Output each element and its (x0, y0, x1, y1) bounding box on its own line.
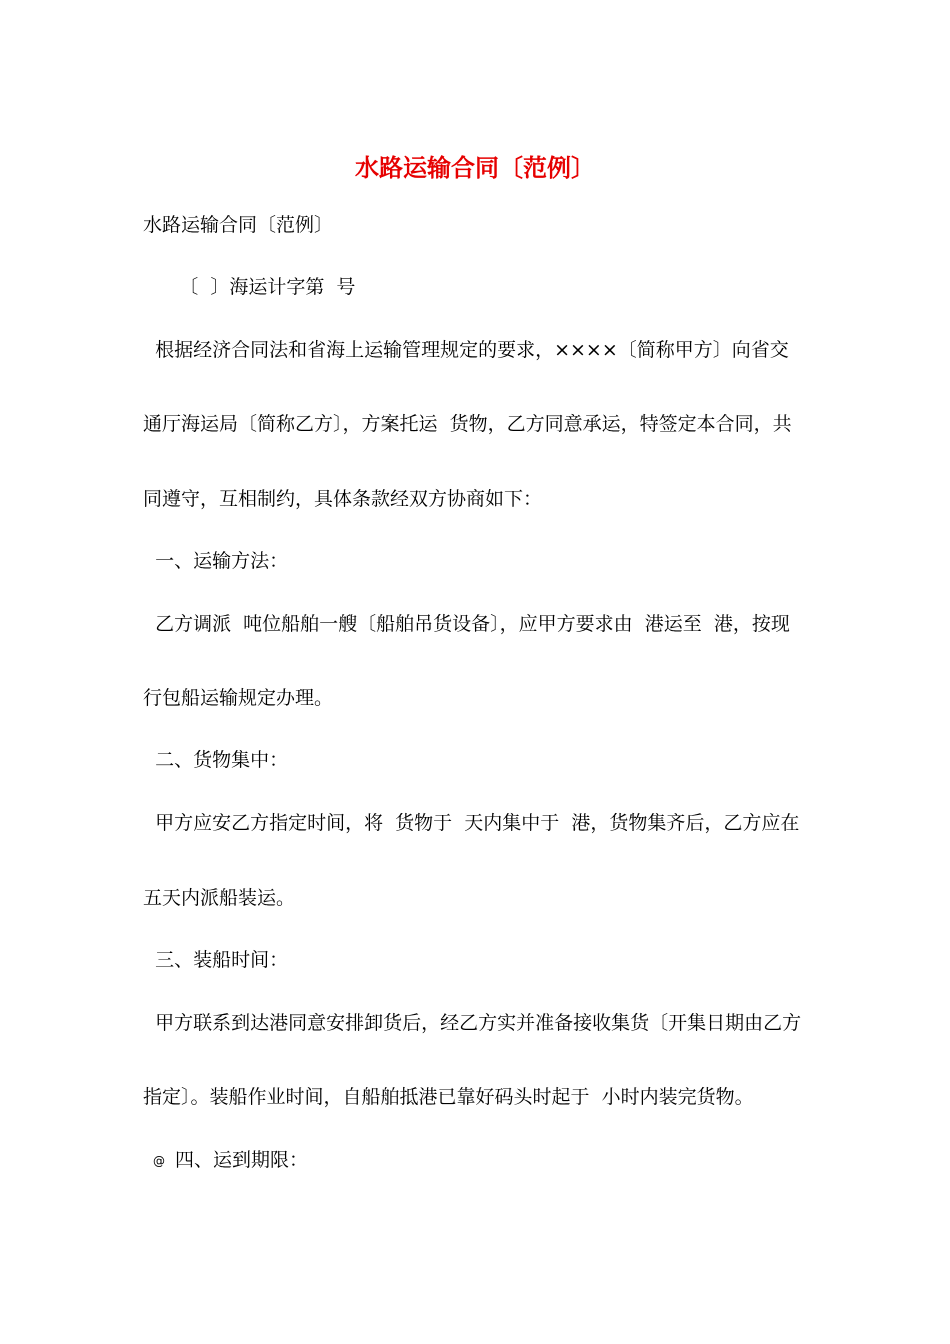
section-heading: 一、运输方法： (143, 550, 289, 572)
section-heading: 三、装船时间： (143, 949, 289, 971)
paragraph-line: 甲方应安乙方指定时间，将 货物于 天内集中于 港，货物集齐后，乙方应在 (143, 812, 800, 834)
paragraph-line: 行包船运输规定办理。 (143, 687, 334, 709)
contract-number-line: 〔 〕海运计字第 号 (143, 276, 356, 298)
section-heading: 二、货物集中： (143, 749, 289, 771)
paragraph-line: 指定〕。装船作业时间，自船舶抵港已靠好码头时起于 小时内装完货物。 (143, 1086, 754, 1108)
paragraph-line: 根据经济合同法和省海上运输管理规定的要求，××××〔简称甲方〕向省交 (143, 339, 789, 361)
paragraph-line: 甲方联系到达港同意安排卸货后，经乙方实并准备接收集货〔开集日期由乙方 (143, 1012, 802, 1034)
section-heading (153, 1146, 308, 1175)
at-marker: @ (153, 1153, 165, 1168)
document-title: 水路运输合同〔范例〕 (355, 154, 595, 182)
paragraph-line: 五天内派船装运。 (143, 887, 296, 909)
subtitle-line: 水路运输合同〔范例〕 (143, 214, 334, 236)
paragraph-line: 通厅海运局〔简称乙方〕，方案托运 货物，乙方同意承运，特签定本合同，共 (143, 413, 792, 435)
section-heading-text: 四、运到期限： (175, 1149, 309, 1171)
paragraph-line: 同遵守，互相制约，具体条款经双方协商如下： (143, 488, 543, 510)
paragraph-line: 乙方调派 吨位船舶一艘〔船舶吊货设备〕，应甲方要求由 港运至 港，按现 (143, 613, 790, 635)
